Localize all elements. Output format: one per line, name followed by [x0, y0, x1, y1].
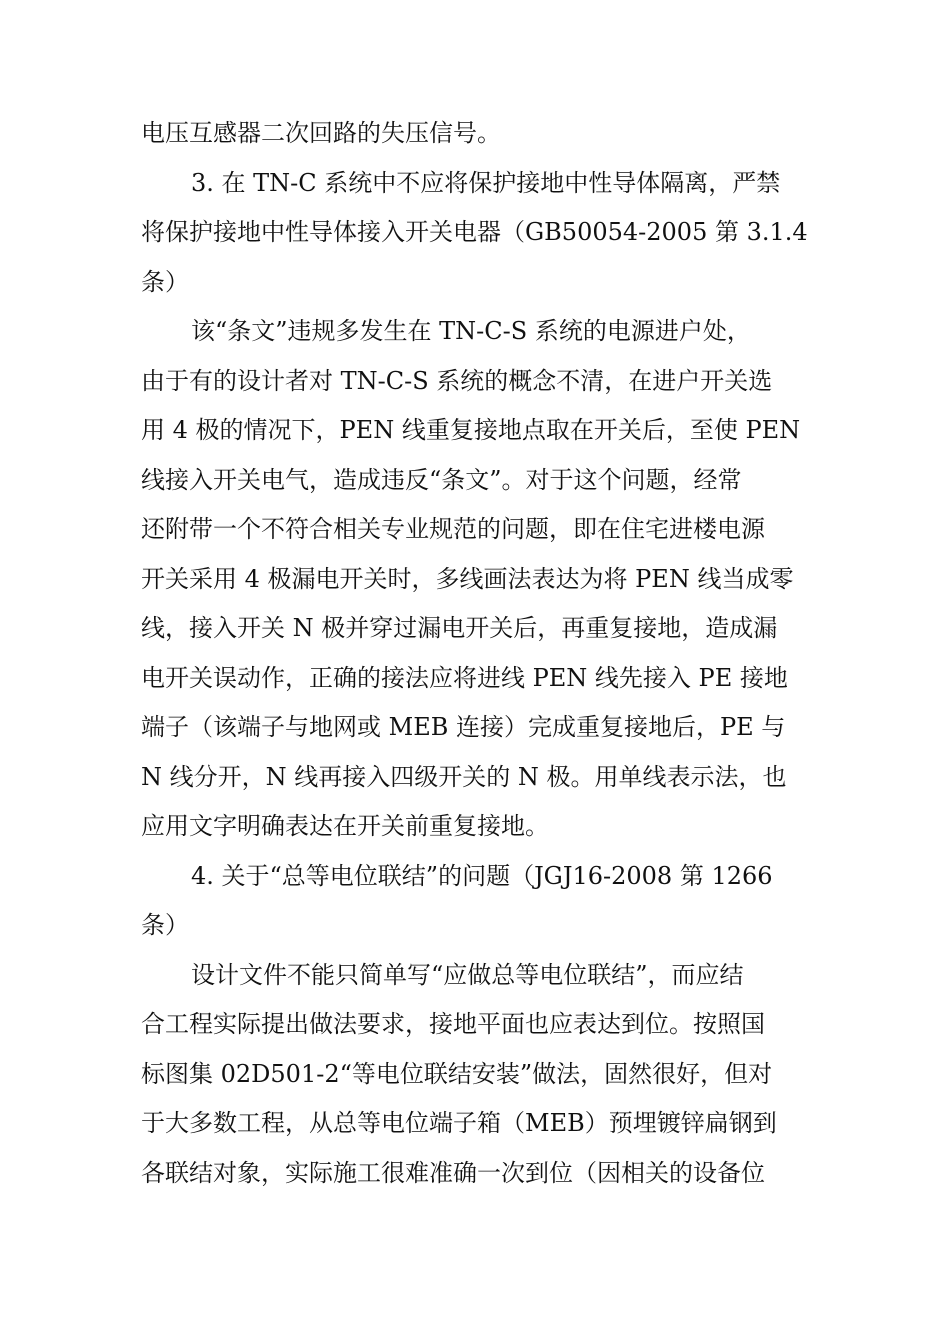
text-line-19: 合工程实际提出做法要求，接地平面也应表达到位。按照国 — [141, 1010, 765, 1038]
text-line-7: 用 4 极的情况下，PEN 线重复接地点取在开关后，至使 PEN — [141, 416, 801, 444]
text-line-15: 应用文字明确表达在开关前重复接地。 — [141, 812, 549, 840]
text-line-22: 各联结对象，实际施工很难准确一次到位（因相关的设备位 — [141, 1159, 765, 1187]
text-line-9: 还附带一个不符合相关专业规范的问题，即在住宅进楼电源 — [141, 515, 765, 543]
text-line-4: 条） — [141, 268, 189, 296]
section-4-heading: 4. 关于“总等电位联结”的问题（JGJ16-2008 第 1266 — [191, 862, 773, 890]
text-line-13: 端子（该端子与地网或 MEB 连接）完成重复接地后，PE 与 — [141, 713, 786, 741]
text-line-12: 电开关误动作，正确的接法应将进线 PEN 线先接入 PE 接地 — [141, 664, 788, 692]
paragraph-start: 设计文件不能只简单写“应做总等电位联结”，而应结 — [191, 961, 744, 989]
paragraph-start: 该“条文”违规多发生在 TN-C-S 系统的电源进户处， — [191, 317, 751, 345]
text-line-8: 线接入开关电气，造成违反“条文”。对于这个问题，经常 — [141, 466, 742, 494]
text-line-3: 将保护接地中性导体接入开关电器（GB50054-2005 第 3.1.4 — [141, 218, 808, 246]
text-line-21: 于大多数工程，从总等电位端子箱（MEB）预埋镀锌扁钢到 — [141, 1109, 777, 1137]
text-line-6: 由于有的设计者对 TN-C-S 系统的概念不清，在进户开关选 — [141, 367, 773, 395]
section-3-heading: 3. 在 TN-C 系统中不应将保护接地中性导体隔离，严禁 — [191, 169, 781, 197]
text-line-1: 电压互感器二次回路的失压信号。 — [141, 119, 501, 147]
text-line-17: 条） — [141, 911, 189, 939]
text-line-14: N 线分开，N 线再接入四级开关的 N 极。用单线表示法，也 — [141, 763, 787, 791]
text-line-20: 标图集 02D501-2“等电位联结安装”做法，固然很好，但对 — [141, 1060, 773, 1088]
text-line-11: 线，接入开关 N 极并穿过漏电开关后，再重复接地，造成漏 — [141, 614, 778, 642]
text-line-10: 开关采用 4 极漏电开关时，多线画法表达为将 PEN 线当成零 — [141, 565, 794, 593]
